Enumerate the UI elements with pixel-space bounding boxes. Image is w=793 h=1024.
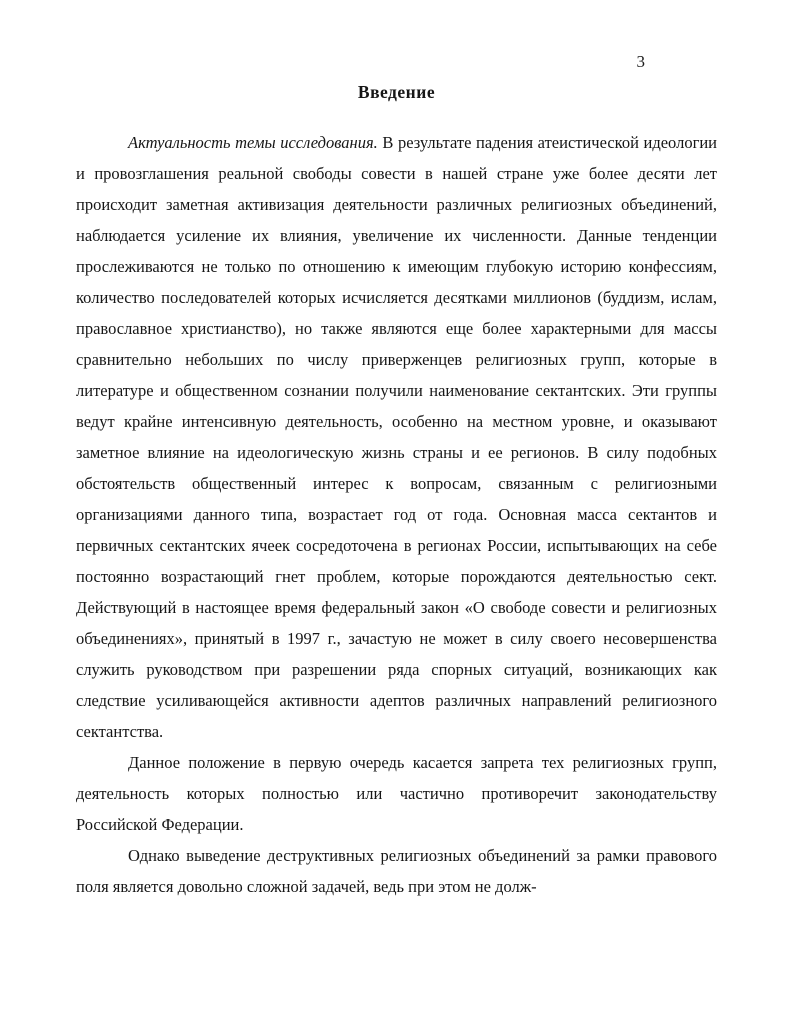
paragraph <box>76 747 717 840</box>
paragraph <box>76 840 717 902</box>
paragraph-text: В результате падения атеистической идеологии и провозглашения реальной свободы совести в нашей стране уже более десяти лет происходит заметная активизация деятельности различных религиозных объединений, наблюдается усиление их влияния, увеличение их численности. Данные тенденции прослеживаются не только по отношению к имеющим глубокую историю конфессиям, количество последователей которых исчисляется десятками миллионов (буддизм, ислам, православное христианство), но также являются еще более характерными для массы сравнительно небольших по числу приверженцев религиозных групп, которые в литературе и общественном сознании получили наименование сектантских. Эти группы ведут крайне интенсивную деятельность, особенно на местном уровне, и оказывают заметное влияние на идеологическую жизнь страны и ее регионов. В силу подобных обстоятельств общественный интерес к вопросам, связанным с религиозными организациями данного типа, возрастает год от года. Основная масса сектантов и первичных сектантских ячеек сосредоточена в регионах России, испытывающих на себе постоянно возрастающий гнет проблем, которые порождаются деятельностью сект. Действующий в настоящее время федеральный закон «О свободе совести и религиозных объединениях», принятый в 1997 г., зачастую не может в силу своего несовершенства служить руководством при разрешении ряда спорных ситуаций, возникающих как следствие усиливающейся активности адептов различных направлений религиозного сектантства. <box>76 133 718 742</box>
paragraph-lead-italic: Актуальность темы исследования. <box>128 133 378 152</box>
paragraph-text: Однако выведение деструктивных религиозных объединений за рамки правового поля является довольно сложной задачей, ведь при этом не долж- <box>76 846 717 897</box>
paragraph <box>76 127 717 747</box>
document-title: Введение <box>357 82 436 102</box>
paragraph-text: Данное положение в первую очередь касается запрета тех религиозных групп, деятельность которых полностью или частично противоречит законодательству Российской Федерации. <box>76 753 717 835</box>
page-number: 3 <box>636 52 645 71</box>
document-body <box>76 127 717 902</box>
